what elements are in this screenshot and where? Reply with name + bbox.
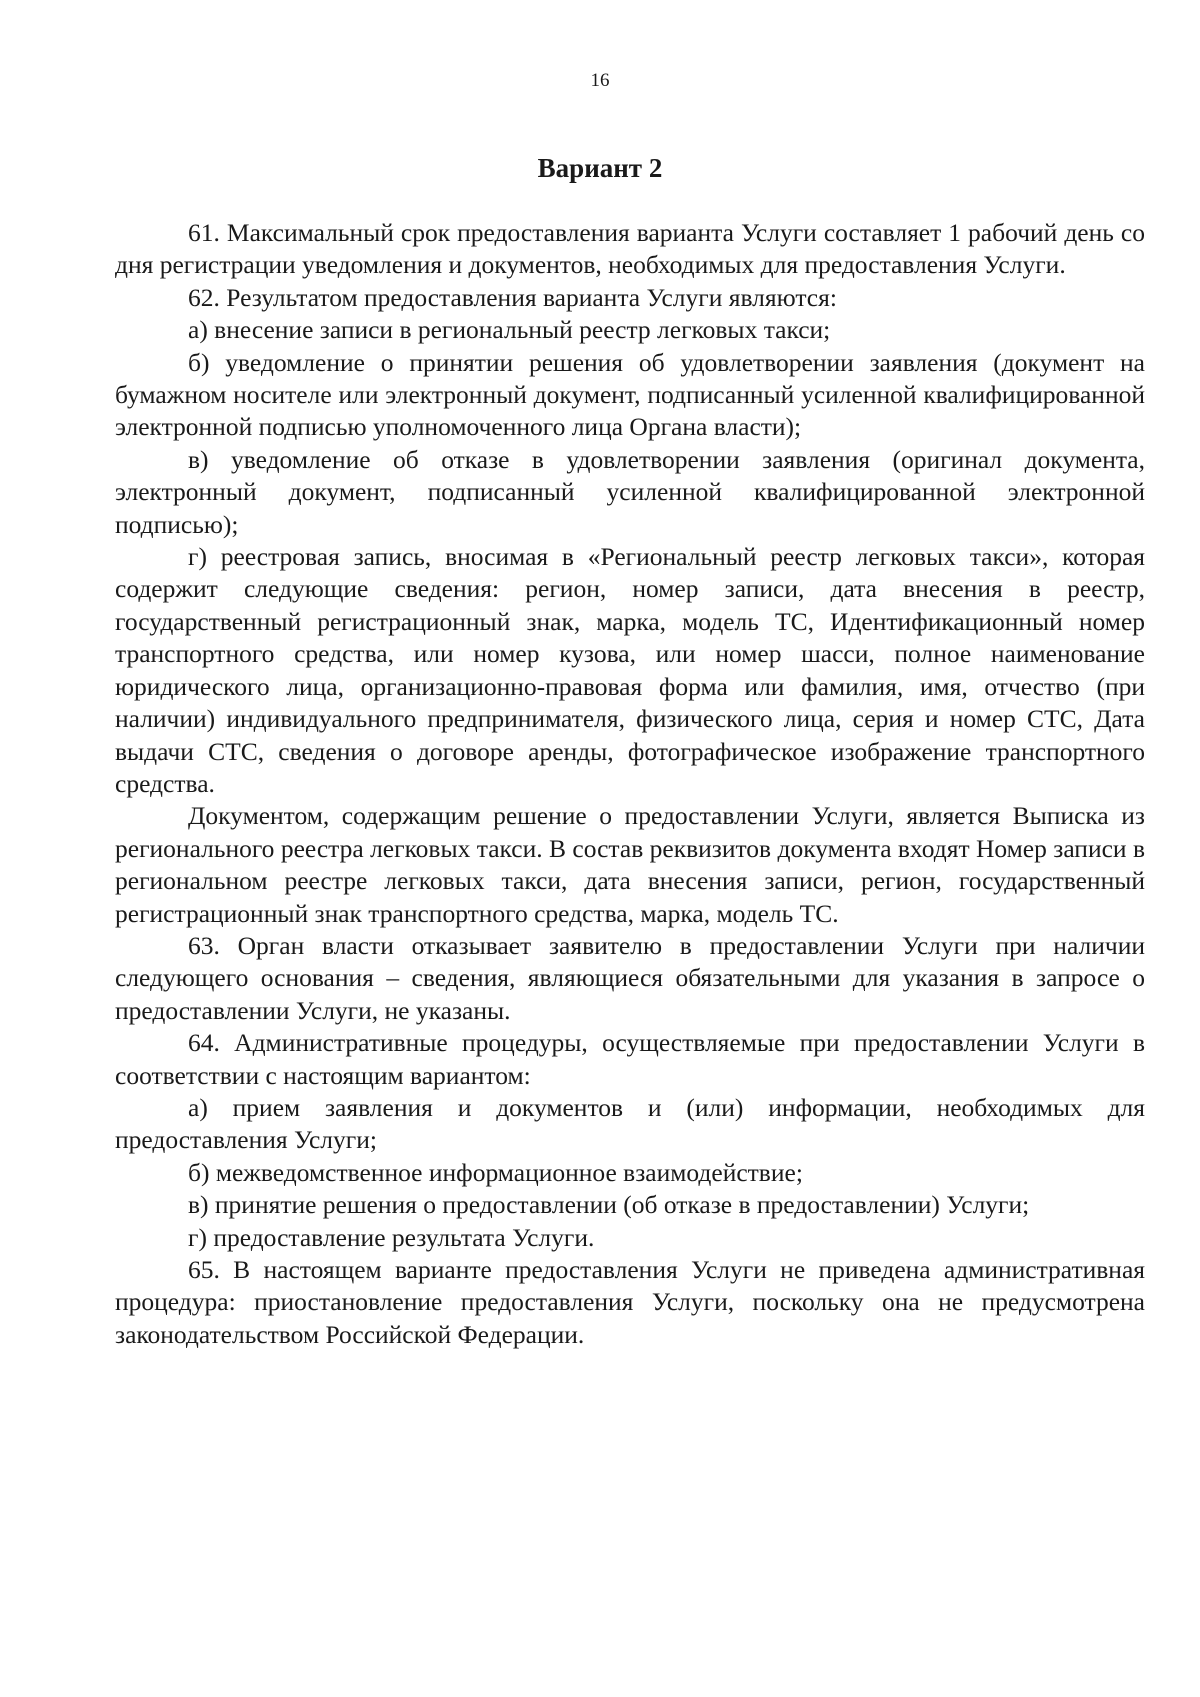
paragraph-64-item-b: б) межведомственное информационное взаимодействие; xyxy=(188,1157,803,1187)
paragraph-62: 62. Результатом предоставления варианта Услуги являются: xyxy=(188,282,837,312)
paragraph-64: 64. Административные процедуры, осуществляемые при предоставлении Услуги в соответствии с настоящим вариантом: xyxy=(115,1028,1145,1090)
paragraph-62-item-a: а) внесение записи в региональный реестр легковых такси; xyxy=(188,315,831,345)
paragraph-64-item-a: а) прием заявления и документов и (или) информации, необходимых для предоставления Услуги; xyxy=(115,1092,1145,1155)
document-body xyxy=(115,217,1145,1351)
paragraph-61: 61. Максимальный срок предоставления варианта Услуги составляет 1 рабочий день со дня регистрации уведомления и документов, необходимых для предоставления Услуги. xyxy=(115,218,1145,280)
paragraph-62-item-v: в) уведомление об отказе в удовлетворении заявления (оригинал документа, электронный документ, подписанный усиленной квалифицированной электронной подписью); xyxy=(115,444,1145,539)
paragraph-65: 65. В настоящем варианте предоставления Услуги не приведена административная процедура: приостановление предоставления Услуги, поскольку она не предусмотрена законодательством Российской Федерации. xyxy=(115,1255,1145,1349)
paragraph-63: 63. Орган власти отказывает заявителю в предоставлении Услуги при наличии следующего основания – сведения, являющиеся обязательными для указания в запросе о предоставлении Услуги, не указаны. xyxy=(115,930,1145,1025)
section-heading: Вариант 2 xyxy=(537,153,663,183)
paragraph-64-item-v: в) принятие решения о предоставлении (об отказе в предоставлении) Услуги; xyxy=(188,1190,1030,1220)
paragraph-64-item-g: г) предоставление результата Услуги. xyxy=(188,1222,595,1252)
paragraph-decision-document: Документом, содержащим решение о предоставлении Услуги, является Выписка из регионального реестра легковых такси. В состав реквизитов документа входят Номер записи в региональном реестре легковых такси, дата внесения записи, регион, государственный регистрационный знак транспортного средства, марка, модель ТС. xyxy=(115,801,1145,928)
paragraph-62-item-g: г) реестровая запись, вносимая в «Региональный реестр легковых такси», которая содержит следующие сведения: регион, номер записи, дата внесения в реестр, государственный регистрационный знак, марка, модель ТС, Идентификационный номер транспортного средства, или номер кузова, или номер шасси, полное наименование юридического лица, организационно-правовая форма или фамилия, имя, отчество (при наличии) индивидуального предпринимателя, физического лица, серия и номер СТС, Дата выдачи СТС, сведения о договоре аренды, фотографическое изображение транспортного средства. xyxy=(115,542,1145,798)
page-number: 16 xyxy=(590,70,610,91)
paragraph-62-item-b: б) уведомление о принятии решения об удовлетворении заявления (документ на бумажном носителе или электронный документ, подписанный усиленной квалифицированной электронной подписью уполномоченного лица Органа власти); xyxy=(115,347,1145,442)
